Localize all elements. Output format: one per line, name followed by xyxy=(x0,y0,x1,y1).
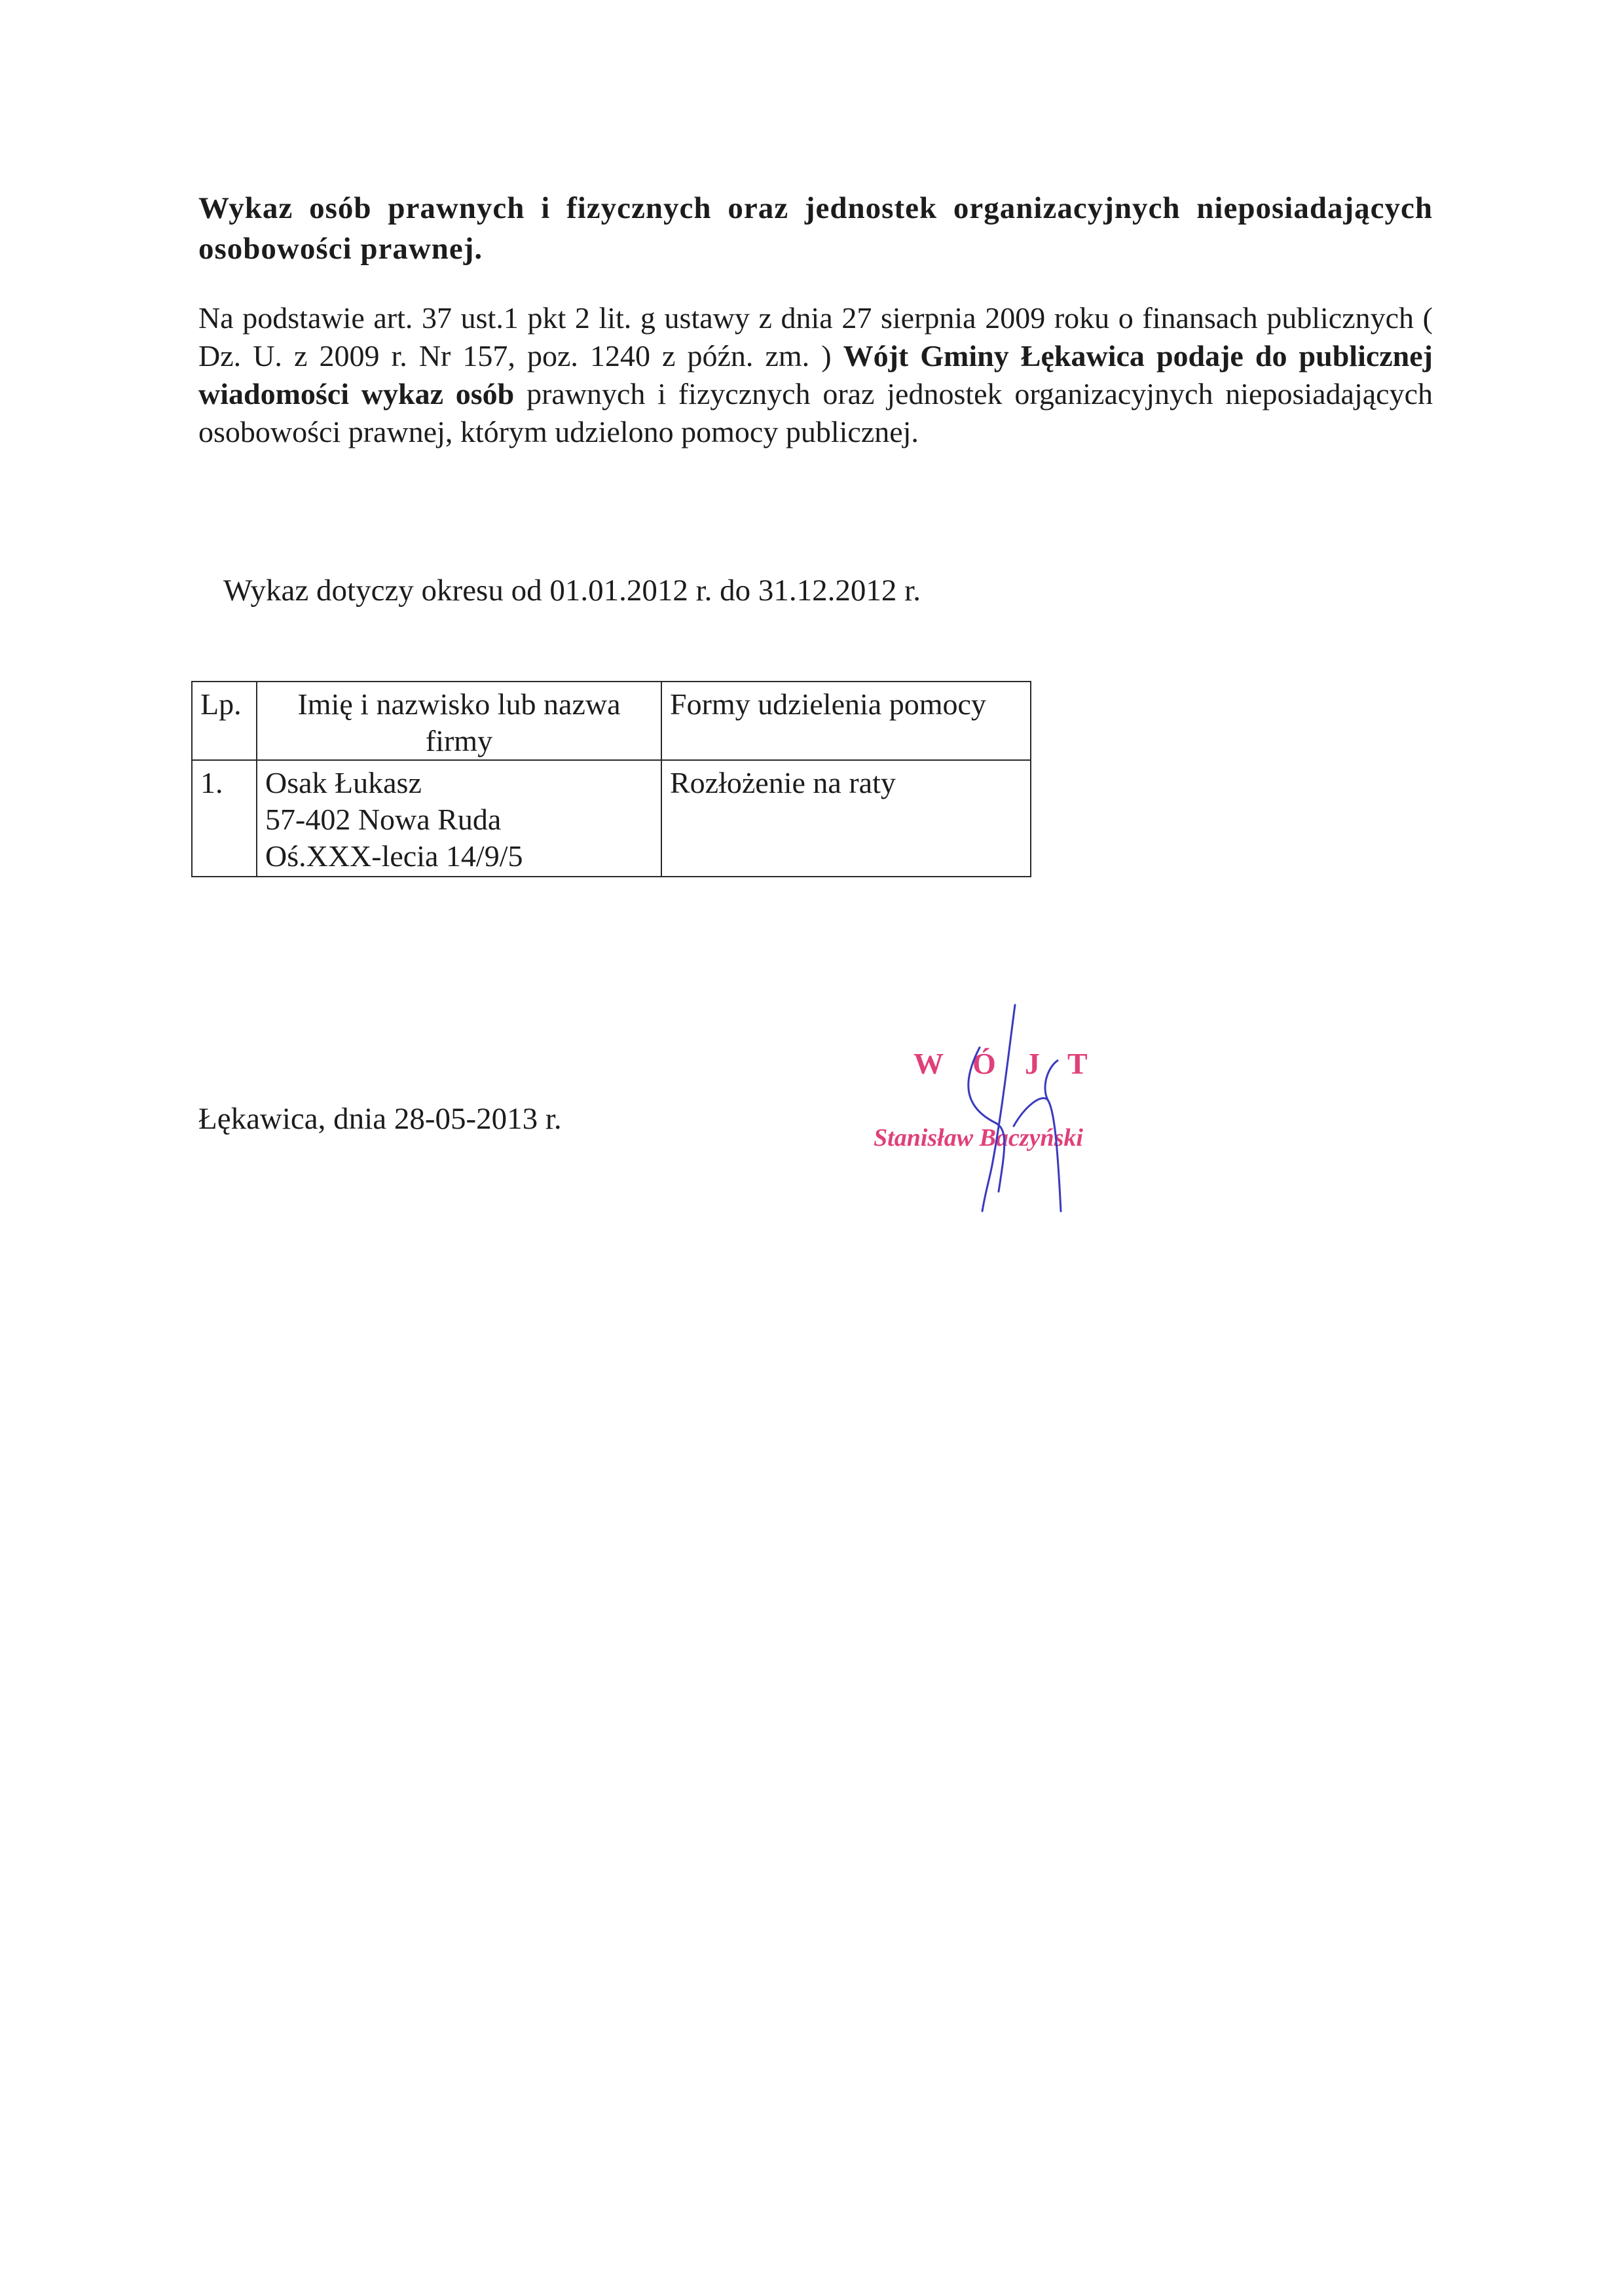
stamp-title xyxy=(913,1047,1088,1080)
aid-recipients-table xyxy=(191,681,1031,877)
document-heading: Wykaz osób prawnych i fizycznych oraz jednostek organizacyjnych nieposiadających osobowości prawnej. xyxy=(198,191,1433,266)
table-row xyxy=(192,760,1031,877)
paragraph-intro: Na podstawie art. 37 ust.1 pkt 2 lit. g ustawy z dnia 27 sierpnia 2009 roku o finansach publicznych ( Dz. U. z 2009 r. Nr 157, poz. 1240 z późn. zm. ) xyxy=(198,301,1433,373)
paragraph-bold-statement: Wójt Gminy Łękawica podaje do publicznej wiadomości wykaz osób xyxy=(198,339,1433,410)
handwritten-signature xyxy=(969,1005,1061,1211)
cell-address-line: 57-402 Nowa Ruda xyxy=(265,803,502,836)
svg-text:Ó: Ó xyxy=(972,1047,996,1080)
header-name xyxy=(257,682,661,760)
cell-lp: 1. xyxy=(192,760,257,877)
svg-text:W: W xyxy=(913,1047,944,1080)
legal-basis-paragraph xyxy=(198,299,1433,451)
cell-form: Rozłożenie na raty xyxy=(661,760,1031,877)
stamp-name: Stanisław Baczyński xyxy=(874,1124,1083,1152)
svg-text:J: J xyxy=(1025,1047,1040,1080)
table-header-row xyxy=(192,682,1031,760)
place-and-date: Łękawica, dnia 28-05-2013 r. xyxy=(198,1102,562,1136)
header-lp: Lp. xyxy=(192,682,257,760)
cell-street-line: Oś.XXX-lecia 14/9/5 xyxy=(265,839,523,873)
paragraph-outro: prawnych i fizycznych oraz jednostek organizacyjnych nieposiadających osobowości prawnej, którym udzielono pomocy publicznej. xyxy=(198,377,1433,448)
svg-text:T: T xyxy=(1067,1047,1088,1080)
header-name-label: Imię i nazwisko lub nazwa firmy xyxy=(297,687,621,757)
period-statement: Wykaz dotyczy okresu od 01.01.2012 r. do 31.12.2012 r. xyxy=(223,574,921,608)
cell-name-line: Osak Łukasz xyxy=(265,766,422,799)
cell-name xyxy=(257,760,661,877)
header-form: Formy udzielenia pomocy xyxy=(661,682,1031,760)
official-stamp-and-signature xyxy=(851,995,1153,1231)
